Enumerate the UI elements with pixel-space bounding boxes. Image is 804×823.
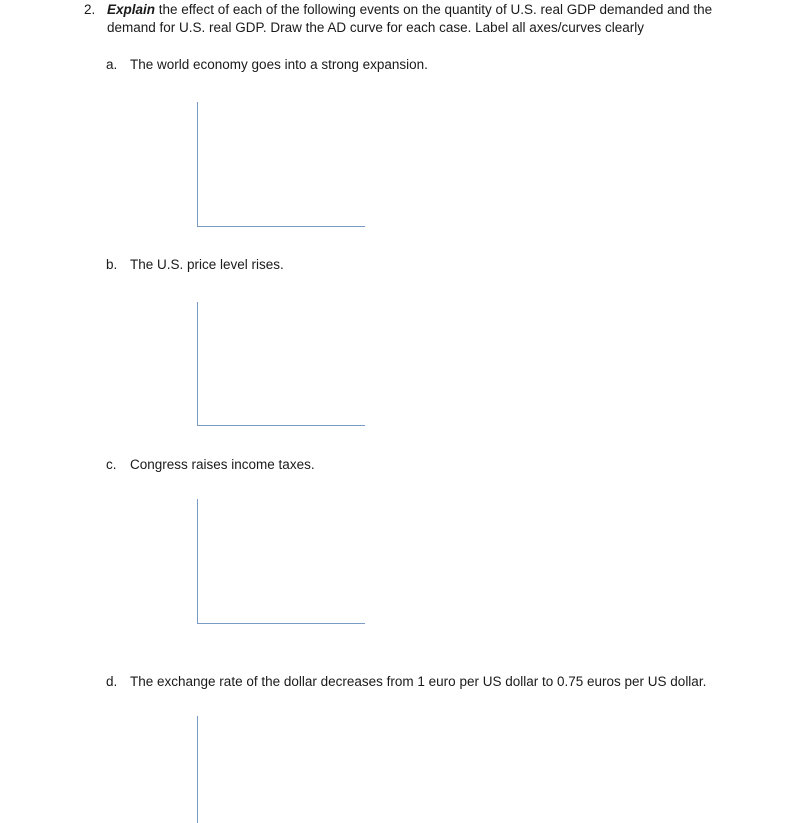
graph-c-y-axis [197, 499, 198, 624]
graph-d-y-axis [197, 716, 198, 823]
part-d-letter: d. [106, 674, 118, 689]
part-c-text: Congress raises income taxes. [130, 457, 315, 472]
graph-c-axes [197, 499, 365, 624]
graph-d-axes [197, 716, 199, 823]
part-d-text: The exchange rate of the dollar decreases from 1 euro per US dollar to 0.75 euros per US dollar. [130, 674, 707, 689]
graph-b-y-axis [197, 302, 198, 426]
graph-a-y-axis [197, 102, 198, 227]
graph-b-axes [197, 302, 365, 426]
question-lead-word: Explain [107, 2, 156, 17]
graph-c-x-axis [197, 623, 365, 624]
graph-b-x-axis [197, 425, 365, 426]
part-a [106, 56, 428, 74]
part-a-text: The world economy goes into a strong expansion. [130, 57, 428, 72]
question-number: 2. [84, 2, 96, 17]
part-a-letter: a. [106, 57, 118, 72]
question-2 [84, 1, 764, 37]
graph-a-x-axis [197, 226, 365, 227]
part-d [106, 673, 706, 691]
graph-a-axes [197, 102, 365, 227]
part-c [106, 456, 315, 474]
part-b [106, 256, 284, 274]
question-text [107, 1, 764, 37]
part-b-text: The U.S. price level rises. [130, 257, 284, 272]
question-body: the effect of each of the following events on the quantity of U.S. real GDP demanded and the demand for U.S. real GDP. Draw the AD curve for each case. Label all axes/curves clearly [107, 2, 713, 35]
part-c-letter: c. [106, 457, 117, 472]
part-b-letter: b. [106, 257, 118, 272]
